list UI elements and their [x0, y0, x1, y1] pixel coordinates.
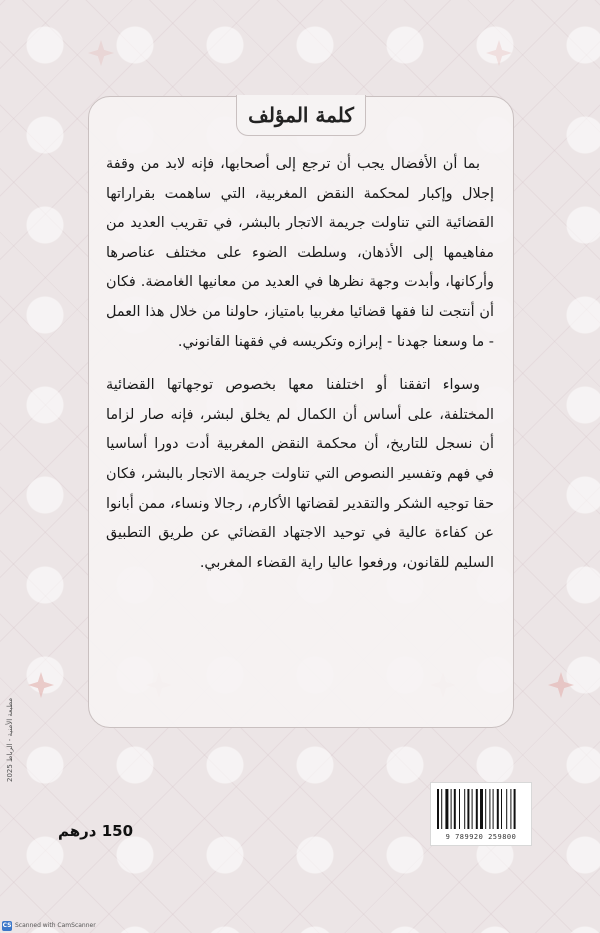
price-label: 150 درهم — [58, 822, 134, 840]
scanner-watermark-label: Scanned with CamScanner — [15, 922, 96, 929]
barcode-bar — [441, 789, 442, 829]
barcode-bar — [467, 789, 469, 829]
barcode-bar — [445, 789, 448, 829]
barcode-bar — [501, 789, 502, 829]
barcode-number: 9 789920 259800 — [445, 833, 517, 841]
author-note-body — [106, 150, 494, 578]
barcode-bar — [476, 789, 478, 829]
barcode-bar — [497, 789, 499, 829]
barcode-bars — [437, 789, 525, 829]
camscanner-logo-icon: CS — [2, 922, 12, 929]
barcode-bar — [451, 789, 452, 829]
barcode-bar — [454, 789, 456, 829]
barcode-bar — [510, 789, 511, 829]
scanner-watermark — [2, 920, 96, 931]
barcode-bar — [464, 789, 465, 829]
section-title: كلمة المؤلف — [236, 95, 366, 136]
barcode-bar — [437, 789, 439, 829]
barcode-bar — [485, 789, 486, 829]
barcode-bar — [489, 789, 490, 829]
publisher-imprint: مطبعة الأمنية - الرباط 2025 — [6, 697, 14, 783]
barcode-bar — [506, 789, 507, 829]
isbn-barcode — [430, 782, 532, 846]
paragraph-1: بما أن الأفضال يجب أن ترجع إلى أصحابها، فإنه لابد من وقفة إجلال وإكبار لمحكمة النقض المغربية، التي ساهمت بقراراتها القضائية التي تناولت جريمة الاتجار بالبشر، في تقريب العديد من مفاهيمها إلى الأذهان، وسلطت الضوء على مختلف عناصرها وأركانها، وأبدت وجهة نظرها في العديد من معانيها الغامضة. فكان أن أنتجت لنا فقها قضائيا مغربيا بامتياز، حاولنا من خلال هذا العمل - ما وسعنا جهدنا - إبرازه وتكريسه في فقهنا القانوني. — [106, 156, 494, 350]
barcode-bar — [493, 789, 494, 829]
barcode-bar — [514, 789, 516, 829]
barcode-bar — [459, 789, 460, 829]
barcode-bar — [480, 789, 483, 829]
barcode-bar — [472, 789, 473, 829]
paragraph-2: وسواء اتفقنا أو اختلفنا معها بخصوص توجهاتها القضائية المختلفة، على أساس أن الكمال لم يخلق لبشر، فإنه صار لزاما أن نسجل للتاريخ، أن محكمة النقض المغربية أدت دورا أساسيا في فهم وتفسير النصوص التي تناولت جريمة الاتجار بالبشر، فكان حقا توجيه الشكر والتقدير لقضاتها الأكارم، رجالا ونساء، ممن أبانوا عن كفاءة عالية في توحيد الاجتهاد القضائي عن طريق التطبيق السليم للقانون، ورفعوا عاليا راية القضاء المغربي. — [105, 377, 494, 571]
